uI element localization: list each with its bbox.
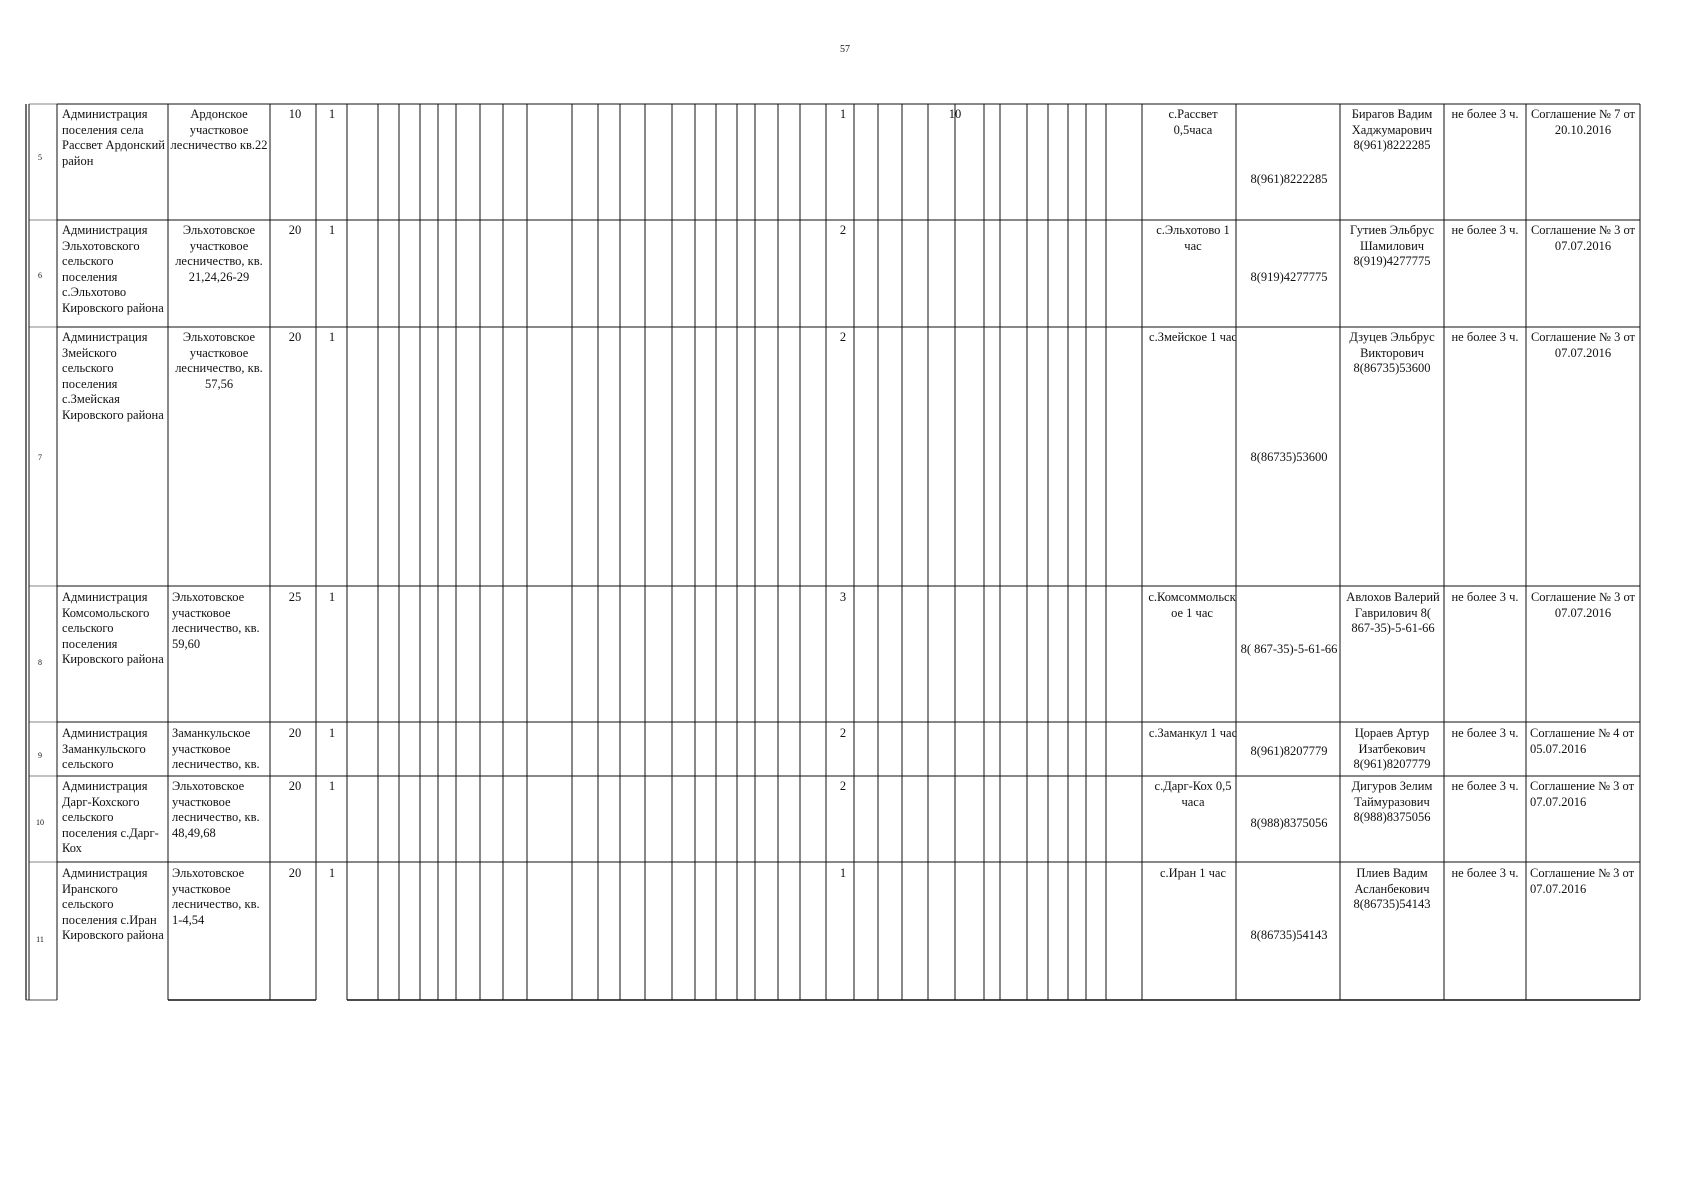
value-cell: 1 bbox=[839, 107, 847, 121]
forestry-cell: Эльхотовское участковое лесничество, кв. 48,49,68 bbox=[172, 779, 263, 840]
phone-cell: 8(919)4277775 bbox=[1250, 270, 1328, 284]
settlement-cell: с.Змейское 1 час bbox=[1149, 330, 1237, 344]
forestry-cell: Эльхотовское участковое лесничество, кв. 57,56 bbox=[175, 330, 266, 391]
organization-cell: Администрация Комсомольского сельского поселения Кировского района bbox=[62, 590, 164, 666]
value-cell: 2 bbox=[839, 330, 847, 344]
value-cell: 10 bbox=[948, 107, 962, 121]
value-cell: 1 bbox=[839, 866, 847, 880]
contact-person-cell: Авлохов Валерий Гаврилович 8( 867-35)-5-61-66 bbox=[1346, 590, 1443, 635]
contact-person-cell: Дзуцев Эльбрус Викторович 8(86735)53600 bbox=[1349, 330, 1438, 375]
phone-cell: 8(86735)54143 bbox=[1250, 928, 1328, 942]
value-cell: 1 bbox=[328, 866, 336, 880]
response-time-cell: не более 3 ч. bbox=[1451, 107, 1519, 121]
organization-cell: Администрация Эльхотовского сельского поселения с.Эльхотово Кировского района bbox=[62, 223, 164, 315]
agreement-cell: Соглашение № 3 от 07.07.2016 bbox=[1530, 590, 1638, 620]
row-number: 11 bbox=[36, 935, 44, 944]
row-number: 10 bbox=[36, 818, 44, 827]
forestry-cell: Эльхотовское участковое лесничество, кв. 59,60 bbox=[172, 590, 263, 651]
contact-person-cell: Гутиев Эльбрус Шамилович 8(919)4277775 bbox=[1350, 223, 1438, 268]
response-time-cell: не более 3 ч. bbox=[1451, 223, 1519, 237]
value-cell: 1 bbox=[328, 726, 336, 740]
row-number: 9 bbox=[38, 751, 42, 760]
organization-cell: Администрация Иранского сельского поселения с.Иран Кировского района bbox=[62, 866, 164, 942]
response-time-cell: не более 3 ч. bbox=[1451, 779, 1519, 793]
value-cell: 10 bbox=[288, 107, 302, 121]
value-cell: 1 bbox=[328, 107, 336, 121]
response-time-cell: не более 3 ч. bbox=[1451, 590, 1519, 604]
value-cell: 2 bbox=[839, 726, 847, 740]
phone-cell: 8(961)8207779 bbox=[1250, 744, 1328, 758]
response-time-cell: не более 3 ч. bbox=[1451, 866, 1519, 880]
agreement-cell: Соглашение № 4 от 05.07.2016 bbox=[1530, 726, 1638, 756]
response-time-cell: не более 3 ч. bbox=[1451, 726, 1519, 740]
response-time-cell: не более 3 ч. bbox=[1451, 330, 1519, 344]
value-cell: 2 bbox=[839, 223, 847, 237]
row-number: 6 bbox=[38, 271, 42, 280]
agreement-cell: Соглашение № 3 от 07.07.2016 bbox=[1530, 779, 1638, 809]
page-number: 57 bbox=[840, 44, 850, 55]
settlement-cell: с.Заманкул 1 час bbox=[1148, 726, 1238, 740]
value-cell: 1 bbox=[328, 330, 336, 344]
organization-cell: Администрация Дарг-Кохского сельского поселения с.Дарг-Кох bbox=[62, 779, 159, 855]
contact-person-cell: Дигуров Зелим Таймуразович 8(988)8375056 bbox=[1351, 779, 1436, 824]
forestry-cell: Ардонское участковое лесничество кв.22 bbox=[170, 107, 268, 152]
row-number: 5 bbox=[38, 153, 42, 162]
settlement-cell: с.Комсоммольское 1 час bbox=[1148, 590, 1236, 620]
settlement-cell: с.Рассвет 0,5часа bbox=[1168, 107, 1221, 137]
value-cell: 20 bbox=[288, 330, 302, 344]
organization-cell: Администрация Змейского сельского поселения с.Змейская Кировского района bbox=[62, 330, 164, 422]
contact-person-cell: Цораев Артур Изатбекович 8(961)8207779 bbox=[1353, 726, 1433, 771]
value-cell: 1 bbox=[328, 779, 336, 793]
contact-person-cell: Плиев Вадим Асланбекович 8(86735)54143 bbox=[1353, 866, 1433, 911]
agreement-cell: Соглашение № 3 от 07.07.2016 bbox=[1530, 330, 1638, 360]
settlement-cell: с.Эльхотово 1 час bbox=[1156, 223, 1233, 253]
agreement-cell: Соглашение № 7 от 20.10.2016 bbox=[1530, 107, 1638, 137]
organization-cell: Администрация Заманкульского сельского bbox=[62, 726, 151, 771]
settlement-cell: с.Дарг-Кох 0,5 часа bbox=[1154, 779, 1235, 809]
forestry-cell: Эльхотовское участковое лесничество, кв. 1-4,54 bbox=[172, 866, 263, 927]
forestry-cell: Эльхотовское участковое лесничество, кв. 21,24,26-29 bbox=[175, 223, 266, 284]
row-number: 7 bbox=[38, 453, 42, 462]
value-cell: 20 bbox=[288, 726, 302, 740]
phone-cell: 8( 867-35)-5-61-66 bbox=[1240, 642, 1338, 656]
agreement-cell: Соглашение № 3 от 07.07.2016 bbox=[1530, 866, 1638, 896]
contact-person-cell: Бирагов Вадим Хаджумарович 8(961)8222285 bbox=[1351, 107, 1436, 152]
row-number: 8 bbox=[38, 658, 42, 667]
value-cell: 25 bbox=[288, 590, 302, 604]
value-cell: 3 bbox=[839, 590, 847, 604]
value-cell: 20 bbox=[288, 779, 302, 793]
organization-cell: Администрация поселения села Рассвет Ардонский район bbox=[62, 107, 168, 168]
phone-cell: 8(988)8375056 bbox=[1250, 816, 1328, 830]
settlement-cell: с.Иран 1 час bbox=[1159, 866, 1227, 880]
phone-cell: 8(86735)53600 bbox=[1250, 450, 1328, 464]
forestry-cell: Заманкульское участковое лесничество, кв. bbox=[172, 726, 260, 771]
value-cell: 20 bbox=[288, 223, 302, 237]
value-cell: 1 bbox=[328, 590, 336, 604]
value-cell: 1 bbox=[328, 223, 336, 237]
phone-cell: 8(961)8222285 bbox=[1250, 172, 1328, 186]
agreement-cell: Соглашение № 3 от 07.07.2016 bbox=[1530, 223, 1638, 253]
value-cell: 2 bbox=[839, 779, 847, 793]
value-cell: 20 bbox=[288, 866, 302, 880]
